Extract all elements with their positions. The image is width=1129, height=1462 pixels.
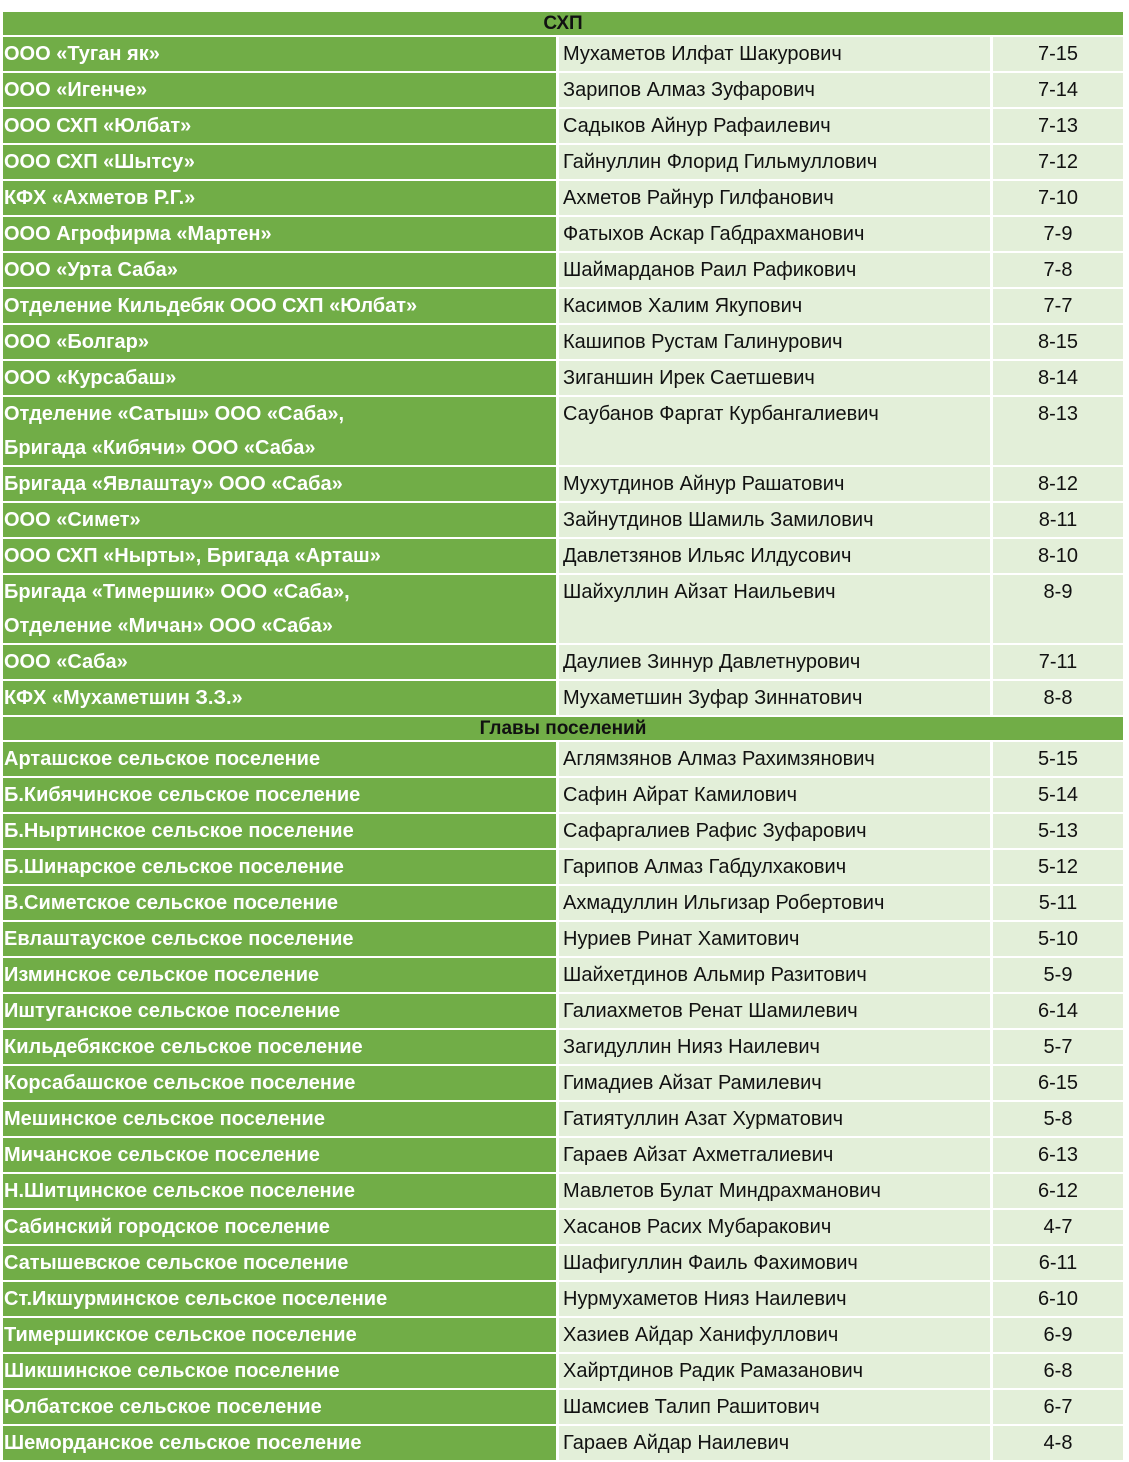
person-name-cell: Зиганшин Ирек Саетшевич [559,361,990,395]
code-cell: 5-7 [993,1030,1123,1064]
table-row [3,1066,1123,1102]
table-row [3,994,1123,1030]
person-name-cell: Шаймарданов Раил Рафикович [559,253,990,287]
organization-cell: КФХ «Ахметов Р.Г.» [3,181,556,215]
organization-cell: Евлаштауское сельское поселение [3,922,556,956]
code-cell: 6-15 [993,1066,1123,1100]
organization-line: Отделение «Мичан» ООО «Саба» [4,615,333,637]
code-cell: 8-11 [993,503,1123,537]
person-name-cell: Шамсиев Талип Рашитович [559,1390,990,1424]
organization-cell: Корсабашское сельское поселение [3,1066,556,1100]
organization-cell: ООО «Симет» [3,503,556,537]
table-row [3,1174,1123,1210]
table-row [3,1030,1123,1066]
organization-cell: Н.Шитцинское сельское поселение [3,1174,556,1208]
table-row [3,145,1123,181]
table-row [3,397,1123,467]
code-cell: 8-8 [993,681,1123,715]
table-row [3,1318,1123,1354]
organization-cell: Сабинский городское поселение [3,1210,556,1244]
code-cell: 7-9 [993,217,1123,251]
person-name-cell: Сафин Айрат Камилович [559,778,990,812]
table-row [3,73,1123,109]
person-name-cell: Гараев Айзат Ахметгалиевич [559,1138,990,1172]
organization-cell: ООО «Игенче» [3,73,556,107]
table-row [3,361,1123,397]
table-row [3,1354,1123,1390]
code-cell: 8-14 [993,361,1123,395]
organization-cell: Изминское сельское поселение [3,958,556,992]
organization-line: Бригада «Тимершик» ООО «Саба», [4,581,350,603]
code-cell: 8-13 [993,397,1123,465]
organization-cell: Тимершикское сельское поселение [3,1318,556,1352]
person-name-cell: Хасанов Расих Мубаракович [559,1210,990,1244]
table-row [3,467,1123,503]
table-row [3,850,1123,886]
person-name-cell: Шайхуллин Айзат Наильевич [559,575,990,643]
table-row [3,37,1123,73]
table-row [3,181,1123,217]
organization-cell: ООО СХП «Юлбат» [3,109,556,143]
organization-cell: Мичанское сельское поселение [3,1138,556,1172]
organization-cell: ООО Агрофирма «Мартен» [3,217,556,251]
table-row [3,217,1123,253]
code-cell: 5-8 [993,1102,1123,1136]
table-row [3,109,1123,145]
person-name-cell: Галиахметов Ренат Шамилевич [559,994,990,1028]
table-row [3,778,1123,814]
table-row [3,325,1123,361]
code-cell: 8-15 [993,325,1123,359]
table-row [3,886,1123,922]
person-name-cell: Кашипов Рустам Галинурович [559,325,990,359]
table-row [3,1138,1123,1174]
code-cell: 6-11 [993,1246,1123,1280]
table-row [3,575,1123,645]
table-row [3,1282,1123,1318]
code-cell: 6-14 [993,994,1123,1028]
person-name-cell: Гатиятуллин Азат Хурматович [559,1102,990,1136]
person-name-cell: Мухаметов Илфат Шакурович [559,37,990,71]
organization-cell: Б.Ныртинское сельское поселение [3,814,556,848]
table-row [3,681,1123,717]
person-name-cell: Гараев Айдар Наилевич [559,1426,990,1460]
organization-cell: В.Симетское сельское поселение [3,886,556,920]
person-name-cell: Ахметов Райнур Гилфанович [559,181,990,215]
code-cell: 7-11 [993,645,1123,679]
person-name-cell: Аглямзянов Алмаз Рахимзянович [559,742,990,776]
person-name-cell: Садыков Айнур Рафаилевич [559,109,990,143]
person-name-cell: Гимадиев Айзат Рамилевич [559,1066,990,1100]
contacts-table [3,12,1123,1462]
table-row [3,503,1123,539]
organization-cell: Шикшинское сельское поселение [3,1354,556,1388]
organization-cell: Иштуганское сельское поселение [3,994,556,1028]
person-name-cell: Зарипов Алмаз Зуфарович [559,73,990,107]
organization-cell [3,397,556,465]
code-cell: 6-13 [993,1138,1123,1172]
code-cell: 7-15 [993,37,1123,71]
person-name-cell: Хайртдинов Радик Рамазанович [559,1354,990,1388]
code-cell: 5-13 [993,814,1123,848]
code-cell: 6-10 [993,1282,1123,1316]
section-header: Главы поселений [3,717,1123,742]
organization-cell: Б.Шинарское сельское поселение [3,850,556,884]
code-cell: 7-10 [993,181,1123,215]
table-row [3,1426,1123,1462]
code-cell: 8-12 [993,467,1123,501]
table-row [3,1210,1123,1246]
table-row [3,1390,1123,1426]
code-cell: 5-9 [993,958,1123,992]
organization-cell: ООО СХП «Нырты», Бригада «Арташ» [3,539,556,573]
table-row [3,645,1123,681]
person-name-cell: Даулиев Зиннур Давлетнурович [559,645,990,679]
person-name-cell: Зайнутдинов Шамиль Замилович [559,503,990,537]
code-cell: 6-12 [993,1174,1123,1208]
person-name-cell: Нурмухаметов Нияз Наилевич [559,1282,990,1316]
code-cell: 5-12 [993,850,1123,884]
person-name-cell: Гайнуллин Флорид Гильмуллович [559,145,990,179]
person-name-cell: Мухутдинов Айнур Рашатович [559,467,990,501]
table-row [3,958,1123,994]
organization-cell [3,575,556,643]
organization-cell: Сатышевское сельское поселение [3,1246,556,1280]
person-name-cell: Шафигуллин Фаиль Фахимович [559,1246,990,1280]
person-name-cell: Ахмадуллин Ильгизар Робертович [559,886,990,920]
code-cell: 8-10 [993,539,1123,573]
organization-cell: ООО «Болгар» [3,325,556,359]
person-name-cell: Шайхетдинов Альмир Разитович [559,958,990,992]
organization-line: Бригада «Кибячи» ООО «Саба» [4,437,316,459]
organization-cell: Шеморданское сельское поселение [3,1426,556,1460]
person-name-cell: Саубанов Фаргат Курбангалиевич [559,397,990,465]
organization-cell: ООО «Саба» [3,645,556,679]
organization-cell: ООО «Туган як» [3,37,556,71]
table-row [3,742,1123,778]
organization-line: Отделение «Сатыш» ООО «Саба», [4,403,344,425]
person-name-cell: Нуриев Ринат Хамитович [559,922,990,956]
code-cell: 5-10 [993,922,1123,956]
organization-cell: Ст.Икшурминское сельское поселение [3,1282,556,1316]
organization-cell: Мешинское сельское поселение [3,1102,556,1136]
code-cell: 6-8 [993,1354,1123,1388]
person-name-cell: Загидуллин Нияз Наилевич [559,1030,990,1064]
organization-cell: ООО «Курсабаш» [3,361,556,395]
table-row [3,1246,1123,1282]
code-cell: 7-14 [993,73,1123,107]
code-cell: 4-7 [993,1210,1123,1244]
code-cell: 5-14 [993,778,1123,812]
person-name-cell: Давлетзянов Ильяс Илдусович [559,539,990,573]
table-row [3,539,1123,575]
organization-cell: КФХ «Мухаметшин З.З.» [3,681,556,715]
organization-cell: Кильдебякское сельское поселение [3,1030,556,1064]
person-name-cell: Гарипов Алмаз Габдулхакович [559,850,990,884]
code-cell: 6-7 [993,1390,1123,1424]
person-name-cell: Хазиев Айдар Ханифуллович [559,1318,990,1352]
organization-cell: ООО СХП «Шытсу» [3,145,556,179]
organization-cell: Юлбатское сельское поселение [3,1390,556,1424]
code-cell: 5-11 [993,886,1123,920]
organization-cell: Б.Кибячинское сельское поселение [3,778,556,812]
organization-cell: ООО «Урта Саба» [3,253,556,287]
code-cell: 6-9 [993,1318,1123,1352]
organization-cell: Отделение Кильдебяк ООО СХП «Юлбат» [3,289,556,323]
person-name-cell: Мавлетов Булат Миндрахманович [559,1174,990,1208]
code-cell: 7-12 [993,145,1123,179]
code-cell: 7-13 [993,109,1123,143]
person-name-cell: Касимов Халим Якупович [559,289,990,323]
code-cell: 7-7 [993,289,1123,323]
code-cell: 5-15 [993,742,1123,776]
organization-cell: Арташское сельское поселение [3,742,556,776]
section-header: СХП [3,12,1123,37]
code-cell: 7-8 [993,253,1123,287]
table-row [3,814,1123,850]
code-cell: 8-9 [993,575,1123,643]
person-name-cell: Сафаргалиев Рафис Зуфарович [559,814,990,848]
code-cell: 4-8 [993,1426,1123,1460]
table-row [3,289,1123,325]
person-name-cell: Фатыхов Аскар Габдрахманович [559,217,990,251]
person-name-cell: Мухаметшин Зуфар Зиннатович [559,681,990,715]
table-row [3,922,1123,958]
organization-cell: Бригада «Явлаштау» ООО «Саба» [3,467,556,501]
table-row [3,253,1123,289]
table-row [3,1102,1123,1138]
